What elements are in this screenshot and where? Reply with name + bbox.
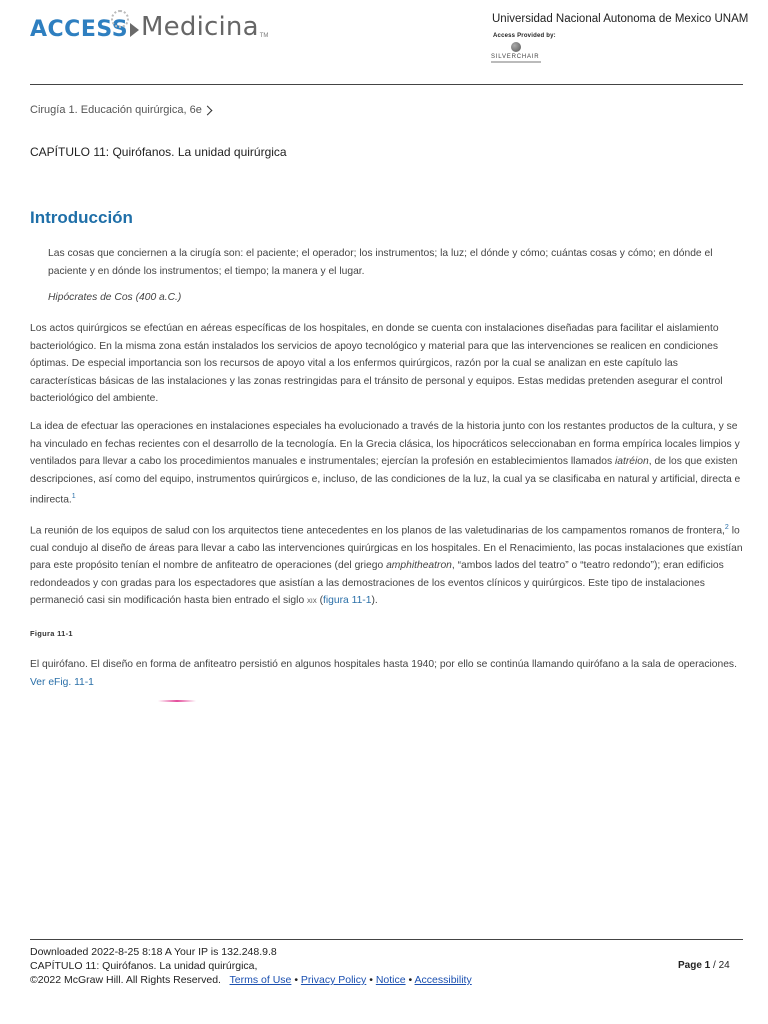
institution-name: Universidad Nacional Autonoma de Mexico UNAM [492,13,749,25]
provider-name: SILVERCHAIR [491,54,540,60]
term-iatreion: iatréion [614,456,649,467]
reference-2-link[interactable]: 2 [724,524,729,531]
privacy-policy-link[interactable]: Privacy Policy [300,974,367,986]
provider-tagline-decor [491,61,541,63]
logo-gear-icon [111,10,129,28]
epigraph-quote: Las cosas que conciernen a la cirugía son: el paciente; el operador; los instrumentos; la luz; el dónde y cómo; cuántas cosas y cómo; en dónde el paciente y en dónde los instrumentos; el tiempo; la manera y el lugar. [48,248,713,277]
figure-label: Figura 11-1 [30,629,73,638]
access-provided-label: Access Provided by: [493,33,556,39]
logo-arrow-icon [130,23,139,37]
page-indicator [678,960,730,971]
footer-copyright: ©2022 McGraw Hill. All Rights Reserved. [30,974,221,986]
footer-chapter: CAPÍTULO 11: Quirófanos. La unidad quirúrgica, [30,960,258,972]
figure-caption: El quirófano. El diseño en forma de anfiteatro persistió en algunos hospitales hasta 1940; por ello se continúa llamando quirófano a la sala de operaciones. Ver eFig. 11-1 [30,659,737,688]
paragraph-2: La idea de efectuar las operaciones en instalaciones especiales ha evolucionado a través de la historia junto con los restantes productos de la cultura, y se ha vinculado en fechas recientes con el desarrollo de la tecnología. En la Grecia clásica, los hipocráticos seleccionaban en forma empírica locales limpios y ventilados para llevar a cabo los procedimientos manuales e instrumentales; ejercían la profesión en establecimientos llamados iatréion, de los que existen descripciones, así como del equipo, instrumentos quirúrgicos e, incluso, de las condiciones de la luz, la cual ya se clasificaba en natural y artificial, directa e indirecta.$^1$ [30,421,741,506]
footer-links: ©2022 McGraw Hill. All Rights Reserved. Terms of Use • Privacy Policy • Notice • Accessibility [30,974,472,986]
notice-link[interactable]: Notice [375,974,406,986]
view-efig-link[interactable]: Ver eFig. 11-1 [30,676,94,688]
breadcrumb-book[interactable]: Cirugía 1. Educación quirúrgica, 6e [30,104,202,116]
figure-image-fragment [158,700,196,702]
paragraph-3: La reunión de los equipos de salud con los arquitectos tiene antecedentes en los planos de las valetudinarias de los campamentos romanos de frontera,$^2$ lo cual condujo al diseño de áreas para llevar a cabo las intervenciones quirúrgicas en los hospitales. En el Renacimiento, las pocas instalaciones que existían para este propósito tenían el nombre de anfiteatro de operaciones (del griego amphitheatron, “ambos lados del teatro” o “teatro redondo”); eran edificios redondeados y con gradas para los espectadores que asistían a las demostraciones de los eventos clínicos y quirúrgicos. Este tipo de instalaciones permaneció casi sin modificación hasta bien entrado el siglo xix (figura 11-1). [30,524,743,607]
footer-divider [30,939,743,940]
paragraph-1: Los actos quirúrgicos se efectúan en aéreas específicas de los hospitales, en donde se cuenta con instalaciones diseñadas para facilitar el aislamiento bacteriológico. En la misma zona están instalados los servicios de apoyo tecnológico y material para que las intervenciones se realicen en condiciones óptimas. De especial importancia son los recursos de apoyo vital a los enfermos quirúrgicos, razón por la cual se analizan en este capítulo las características básicas de las instalaciones y las zonas restringidas para el tránsito de personal y equipos. Estas medidas pretenden asegurar el control bacteriológico del ambiente. [30,323,723,404]
figure-11-1-link[interactable]: figura 11-1 [323,595,372,607]
terms-of-use-link[interactable]: Terms of Use [229,974,292,986]
century-numeral: xix [307,595,317,606]
page-current: Page 1 [678,960,711,971]
header-divider [30,84,743,85]
logo-trademark: TM [259,33,269,39]
section-title: Introducción [30,208,133,227]
reference-1-link[interactable]: 1 [71,493,76,500]
accessibility-link[interactable]: Accessibility [414,974,472,986]
footer-downloaded: Downloaded 2022-8-25 8:18 A Your IP is 132.248.9.8 [30,946,277,958]
breadcrumb[interactable] [30,104,211,116]
page-total: / 24 [713,960,730,971]
page-header [0,0,768,85]
epigraph-citation: Hipócrates de Cos (400 a.C.) [48,292,182,303]
chevron-right-icon [202,106,212,116]
logo-access-text: ACCESS [30,17,129,42]
term-amphitheatron: amphitheatron [386,560,452,572]
silverchair-globe-icon [511,42,521,52]
logo-medicina-text: Medicina [141,12,259,42]
chapter-title: CAPÍTULO 11: Quirófanos. La unidad quirúrgica [30,145,287,159]
accessmedicina-logo[interactable] [30,12,268,42]
